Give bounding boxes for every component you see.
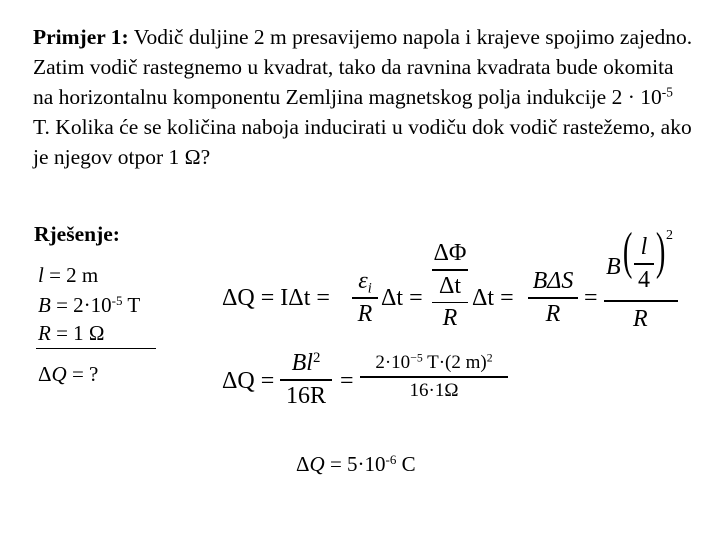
fraction-bar — [604, 300, 678, 302]
unknown-charge — [38, 362, 98, 387]
right-paren: ) — [655, 223, 666, 280]
eq1-final-denominator: R — [633, 306, 648, 332]
result-exponent: -6 — [385, 451, 397, 467]
eq1-area-denominator: R — [545, 300, 561, 327]
given-length-symbol: l — [38, 263, 44, 287]
problem-text-2: T. Kolika će se količina naboja inducirati u vodiču dok vodič rastežemo, ako je njegov otpor 1 Ω? — [33, 115, 692, 169]
eq1-flux-numerator-bottom: Δt — [438, 272, 462, 299]
eq1-frac-l4 — [634, 234, 654, 294]
fraction-bar — [432, 269, 468, 271]
fraction-bar — [634, 263, 654, 265]
eq1-frac-emf — [352, 268, 378, 328]
result-value: = 5·10 — [324, 452, 386, 476]
fraction-bar — [528, 297, 578, 299]
given-length-value: = 2 m — [43, 263, 99, 287]
eq1-flux-numerator-top: ΔΦ — [433, 240, 467, 266]
unknown-symbol: Q — [51, 362, 67, 386]
eq2-numeric-denominator: 16·1Ω — [409, 379, 459, 401]
eq1-equals: = — [584, 285, 598, 311]
eq1-frac-flux — [432, 240, 468, 332]
eq2-numeric-numerator: $2\cdot 10^{-5}$ T·(2 m)$^2$ — [375, 351, 493, 373]
problem-statement — [33, 22, 693, 172]
given-resistance-symbol: R — [38, 321, 51, 345]
result-unit: C — [396, 452, 416, 476]
eq1-area-numerator: BΔS — [532, 268, 574, 294]
given-resistance — [38, 321, 105, 346]
problem-exponent: -5 — [661, 84, 673, 100]
given-field-unit: T — [122, 293, 141, 317]
eq1-four: 4 — [638, 266, 650, 293]
eq2-symbolic-numerator: Bl$^2$ — [291, 349, 321, 376]
result-symbol: Q — [309, 452, 325, 476]
fraction-bar — [432, 302, 468, 304]
eq2-lhs: ΔQ = — [222, 368, 275, 394]
eq2-frac-numeric — [360, 352, 508, 402]
eq2-equals: = — [340, 368, 354, 394]
eq1-flux-denominator: R — [442, 305, 458, 331]
given-field-exponent: -5 — [111, 292, 123, 308]
left-paren: ( — [622, 223, 633, 280]
eq2-symbolic-denominator: 16R — [285, 382, 326, 409]
given-resistance-value: = 1 Ω — [50, 321, 105, 345]
eq1-frac-area — [528, 268, 578, 328]
eq2-frac-symbolic — [280, 350, 332, 410]
eq1-dt-2: Δt = — [472, 285, 514, 311]
eq1-square-exponent: 2 — [666, 228, 673, 243]
given-length — [38, 263, 98, 288]
fraction-bar — [280, 379, 332, 381]
given-field-symbol: B — [38, 293, 51, 317]
fraction-bar — [360, 376, 508, 378]
solution-heading: Rješenje: — [34, 222, 120, 246]
given-divider — [36, 348, 156, 349]
eq1-l: l — [640, 234, 648, 260]
fraction-bar — [352, 297, 378, 299]
unknown-value: = ? — [66, 362, 99, 386]
result — [296, 452, 416, 477]
problem-text-1: Vodič duljine 2 m presavijemo napola i krajeve spojimo zajedno. Zatim vodič rastegnemo u kvadrat, tako da ravnina kvadrata bude okomita na horizontalnu komponentu Zemljina magnetskog polja indukcije 2 · 10 — [33, 25, 693, 109]
unknown-delta: Δ — [38, 362, 52, 386]
eq1-emf-denominator: R — [357, 300, 373, 327]
eq1-emf-numerator: $\varepsilon_i$ — [358, 268, 372, 297]
eq1-final-B: B — [606, 254, 621, 280]
given-field — [38, 293, 140, 318]
result-delta: Δ — [296, 452, 310, 476]
problem-label: Primjer 1: — [33, 25, 129, 49]
given-field-value: = 2·10 — [50, 293, 112, 317]
eq1-lhs: ΔQ = IΔt = — [222, 285, 330, 311]
eq1-dt-1: Δt = — [381, 285, 423, 311]
